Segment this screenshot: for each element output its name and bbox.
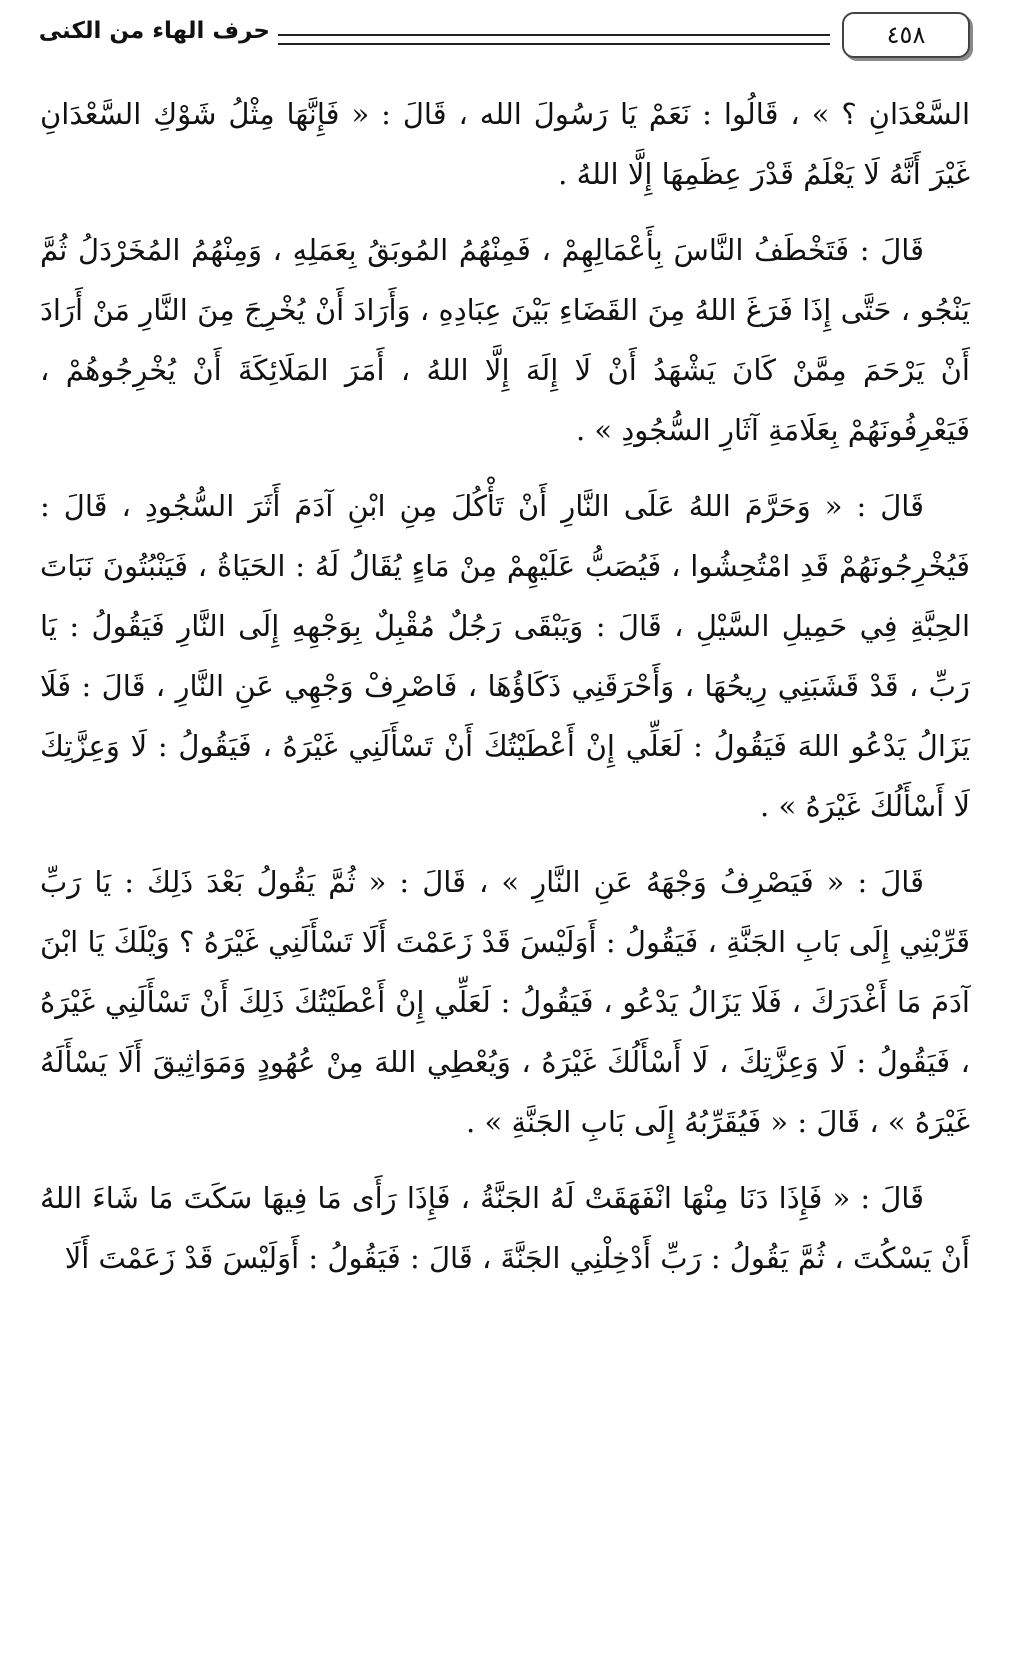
paragraph: قَالَ : فَتَخْطَفُ النَّاسَ بِأَعْمَالِهِمْ ، فَمِنْهُمُ المُوبَقُ بِعَمَلِهِ ، وَمِنْهُمُ المُخَرْدَلُ ثُمَّ يَنْجُو ، حَتَّى إِذَا فَرَغَ اللهُ مِنَ القَضَاءِ بَيْنَ عِبَادِهِ ، وَأَرَادَ أَنْ يُخْرِجَ مِنَ النَّارِ مَنْ أَرَادَ أَنْ يَرْحَمَ مِمَّنْ كَانَ يَشْهَدُ أَنْ لَا إِلَهَ إِلَّا اللهُ ، أَمَرَ المَلَائِكَةَ أَنْ يُخْرِجُوهُمْ ، فَيَعْرِفُونَهُمْ بِعَلَامَةِ آثَارِ السُّجُودِ » . [40, 233, 970, 447]
page-number: ٤٥٨ [842, 12, 970, 58]
body-text [40, 84, 970, 1304]
paragraph: قَالَ : « وَحَرَّمَ اللهُ عَلَى النَّارِ أَنْ تَأْكُلَ مِنِ ابْنِ آدَمَ أَثَرَ السُّجُودِ ، قَالَ : فَيُخْرِجُونَهُمْ قَدِ امْتُحِشُوا ، فَيُصَبُّ عَلَيْهِمْ مِنْ مَاءٍ يُقَالُ لَهُ : الحَيَاةُ ، فَيَنْبُتُونَ نَبَاتَ الحِبَّةِ فِي حَمِيلِ السَّيْلِ ، قَالَ : وَيَبْقَى رَجُلٌ مُقْبِلٌ بِوَجْهِهِ إِلَى النَّارِ فَيَقُولُ : يَا رَبِّ ، قَدْ قَشَبَنِي رِيحُهَا ، وَأَحْرَقَنِي ذَكَاؤُهَا ، فَاصْرِفْ وَجْهِي عَنِ النَّارِ ، قَالَ : فَلَا يَزَالُ يَدْعُو اللهَ فَيَقُولُ : لَعَلِّي إِنْ أَعْطَيْتُكَ أَنْ تَسْأَلَنِي غَيْرَهُ ، فَيَقُولُ : لَا وَعِزَّتِكَ لَا أَسْأَلُكَ غَيْرَهُ » . [40, 489, 970, 823]
header-divider [278, 34, 830, 45]
paragraph: السَّعْدَانِ ؟ » ، قَالُوا : نَعَمْ يَا رَسُولَ الله ، قَالَ : « فَإِنَّهَا مِثْلُ شَوْكِ السَّعْدَانِ غَيْرَ أَنَّهُ لَا يَعْلَمُ قَدْرَ عِظَمِهَا إِلَّا اللهُ . [40, 97, 970, 191]
paragraph: قَالَ : « فَيَصْرِفُ وَجْهَهُ عَنِ النَّارِ » ، قَالَ : « ثُمَّ يَقُولُ بَعْدَ ذَلِكَ : يَا رَبِّ قَرِّبْنِي إِلَى بَابِ الجَنَّةِ ، فَيَقُولُ : أَوَلَيْسَ قَدْ زَعَمْتَ أَلَا تَسْأَلَنِي غَيْرَهُ ؟ وَيْلَكَ يَا ابْنَ آدَمَ مَا أَغْدَرَكَ ، فَلَا يَزَالُ يَدْعُو ، فَيَقُولُ : لَعَلِّي إِنْ أَعْطَيْتُكَ ذَلِكَ أَنْ تَسْأَلَنِي غَيْرَهُ ، فَيَقُولُ : لَا وَعِزَّتِكَ ، لَا أَسْأَلُكَ غَيْرَهُ ، وَيُعْطِي اللهَ مِنْ عُهُودٍ وَمَوَاثِيقَ أَلَا يَسْأَلَهُ غَيْرَهُ » ، قَالَ : « فَيُقَرِّبُهُ إِلَى بَابِ الجَنَّةِ » . [40, 865, 970, 1139]
paragraph: قَالَ : « فَإِذَا دَنَا مِنْهَا انْفَهَقَتْ لَهُ الجَنَّةُ ، فَإِذَا رَأَى مَا فِيهَا سَكَتَ مَا شَاءَ اللهُ أَنْ يَسْكُتَ ، ثُمَّ يَقُولُ : رَبِّ أَدْخِلْنِي الجَنَّةَ ، قَالَ : فَيَقُولُ : أَوَلَيْسَ قَدْ زَعَمْتَ أَلَا [40, 1181, 970, 1275]
chapter-title: حرف الهاء من الكنى [38, 18, 270, 44]
page-header [34, 12, 976, 60]
